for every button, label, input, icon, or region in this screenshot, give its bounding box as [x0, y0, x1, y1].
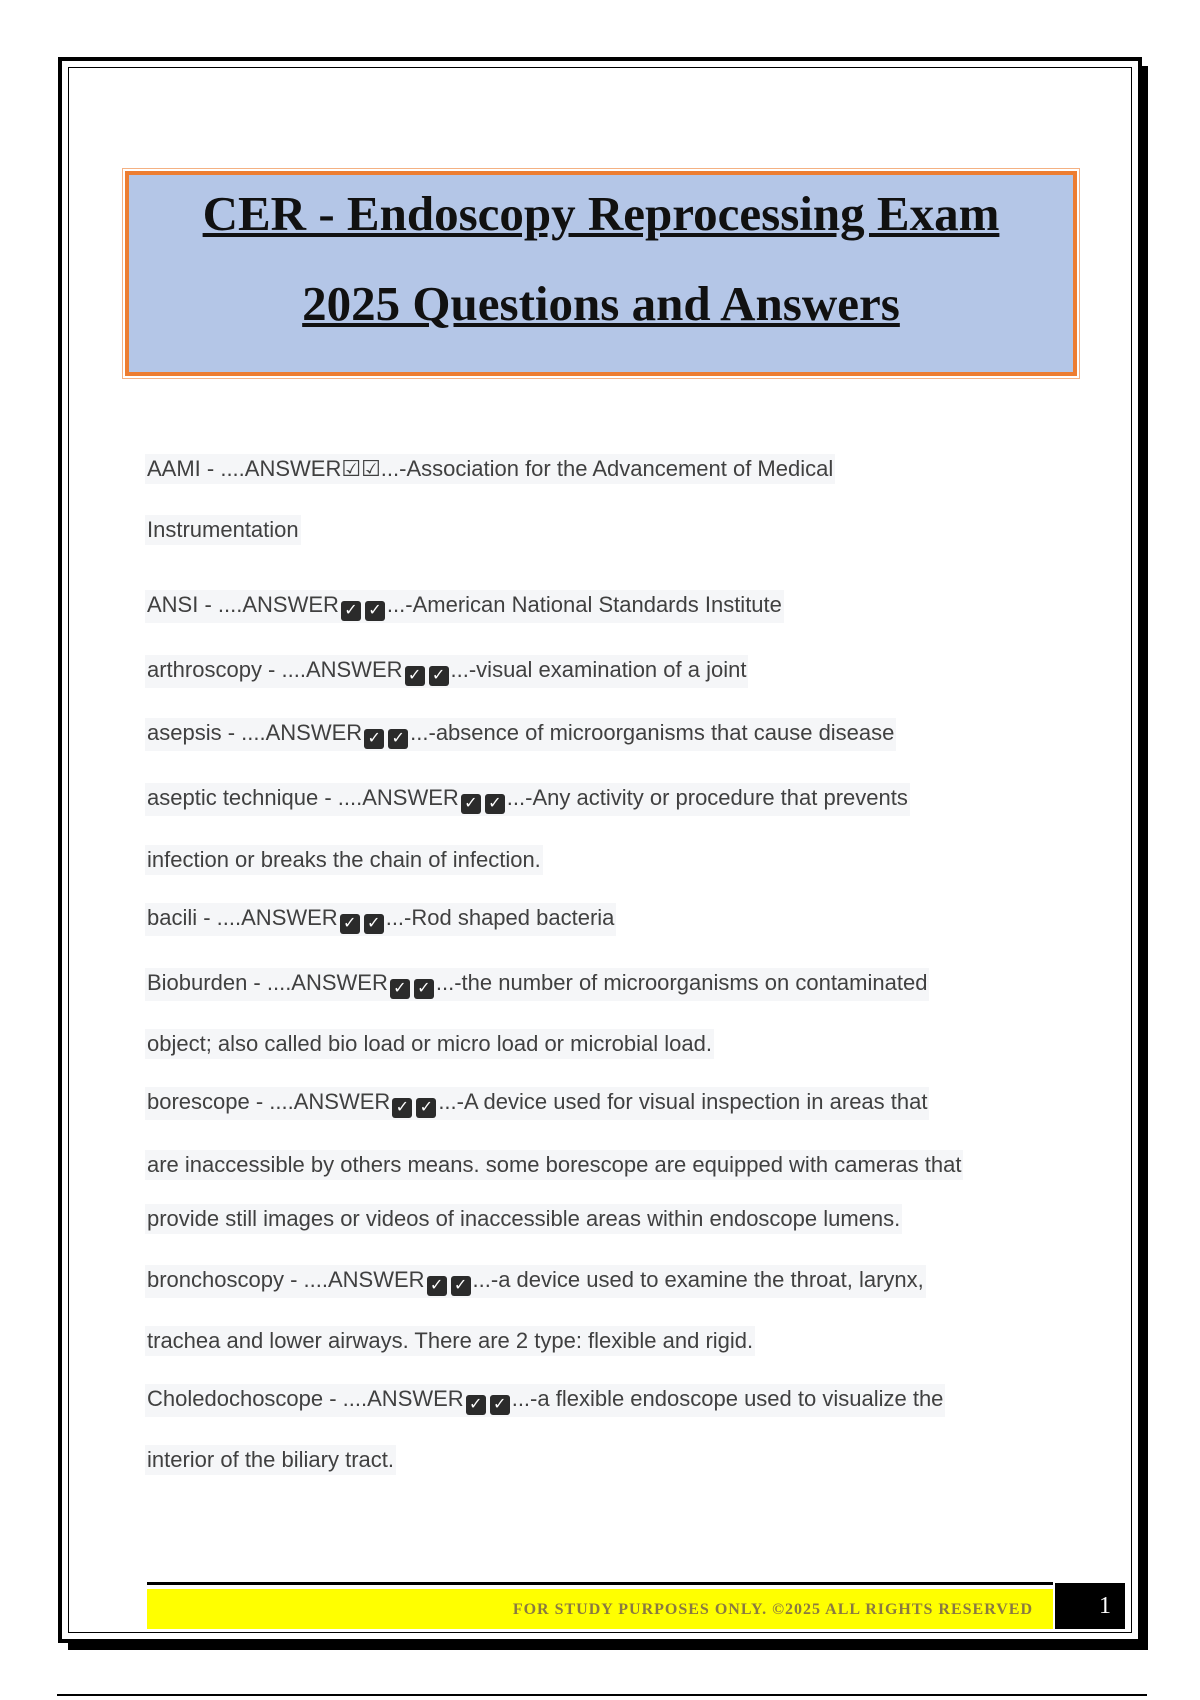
qa-text: are inaccessible by others means. some borescope are equipped with cameras that — [147, 1152, 962, 1177]
checkmark-icon: ✓ — [390, 979, 410, 999]
checkmark-icon: ✓ — [364, 914, 384, 934]
checkmark-icon: ✓ — [341, 601, 361, 621]
qa-line — [145, 1384, 945, 1417]
qa-line — [145, 1204, 902, 1234]
bottom-rule — [57, 1694, 1147, 1696]
qa-line — [145, 655, 748, 688]
qa-text: bronchoscopy - ....ANSWER — [147, 1267, 425, 1292]
qa-text: Choledochoscope - ....ANSWER — [147, 1386, 464, 1411]
checkmark-icon: ✓ — [405, 666, 425, 686]
checkmark-icon: ✓ — [365, 601, 385, 621]
qa-line — [145, 590, 784, 623]
checkmark-icon: ✓ — [388, 729, 408, 749]
qa-text: aseptic technique - ....ANSWER — [147, 785, 459, 810]
title-line-1: CER - Endoscopy Reprocessing Exam — [202, 186, 1000, 241]
qa-line — [145, 1087, 929, 1120]
qa-line — [145, 1150, 963, 1180]
qa-answer: ...-Rod shaped bacteria — [385, 905, 615, 930]
qa-answer: ...-a device used to examine the throat, larynx, — [472, 1267, 924, 1292]
qa-answer: ...-a flexible endoscope used to visualize the — [511, 1386, 944, 1411]
checkmark-icon: ✓ — [429, 666, 449, 686]
qa-line — [145, 968, 929, 1001]
qa-text: object; also called bio load or micro load or microbial load. — [147, 1031, 712, 1056]
qa-answer: ...-the number of microorganisms on contaminated — [435, 970, 928, 995]
page-number: 1 — [1055, 1583, 1125, 1629]
qa-text: ANSI - ....ANSWER — [147, 592, 339, 617]
checkmark-icon: ✓ — [461, 794, 481, 814]
qa-text: arthroscopy - ....ANSWER — [147, 657, 403, 682]
qa-answer: ...-A device used for visual inspection in areas that — [438, 1089, 928, 1114]
qa-answer: ...-American National Standards Institute — [386, 592, 782, 617]
checkmark-icon: ✓ — [392, 1098, 412, 1118]
title-box — [125, 171, 1077, 376]
qa-text: trachea and lower airways. There are 2 type: flexible and rigid. — [147, 1328, 754, 1353]
footer-text: FOR STUDY PURPOSES ONLY. ©2025 ALL RIGHTS RESERVED — [147, 1589, 1053, 1629]
checkmark-icon: ✓ — [416, 1098, 436, 1118]
qa-line — [145, 783, 910, 816]
checkmark-icon: ✓ — [364, 729, 384, 749]
qa-text: bacili - ....ANSWER — [147, 905, 338, 930]
qa-text: infection or breaks the chain of infection. — [147, 847, 541, 872]
checkmark-icon: ✓ — [427, 1276, 447, 1296]
title-line-2: 2025 Questions and Answers — [302, 276, 900, 331]
qa-line — [145, 1326, 755, 1356]
checkmark-icon: ✓ — [490, 1395, 510, 1415]
qa-line — [145, 515, 301, 545]
qa-line — [145, 1265, 926, 1298]
footer-rule — [147, 1582, 1053, 1585]
qa-text: provide still images or videos of inaccessible areas within endoscope lumens. — [147, 1206, 901, 1231]
checkmark-icon: ✓ — [485, 794, 505, 814]
qa-line — [145, 454, 835, 484]
checkmark-icon: ✓ — [466, 1395, 486, 1415]
qa-text: borescope - ....ANSWER — [147, 1089, 391, 1114]
checkmark-icon: ✓ — [451, 1276, 471, 1296]
qa-text: Instrumentation — [147, 517, 299, 542]
qa-text: Bioburden - ....ANSWER — [147, 970, 388, 995]
qa-answer: ...-absence of microorganisms that cause disease — [410, 720, 895, 745]
checkmark-icon: ✓ — [414, 979, 434, 999]
qa-answer: ...-visual examination of a joint — [450, 657, 747, 682]
qa-line — [145, 903, 616, 936]
qa-line — [145, 845, 543, 875]
checkmark-icon: ✓ — [340, 914, 360, 934]
qa-line — [145, 1445, 396, 1475]
qa-answer: ...-Any activity or procedure that prevents — [506, 785, 908, 810]
qa-line — [145, 718, 896, 751]
qa-text: interior of the biliary tract. — [147, 1447, 394, 1472]
qa-line — [145, 1029, 714, 1059]
qa-text: asepsis - ....ANSWER — [147, 720, 363, 745]
qa-text: AAMI - ....ANSWER☑☑...-Association for the Advancement of Medical — [147, 456, 834, 481]
